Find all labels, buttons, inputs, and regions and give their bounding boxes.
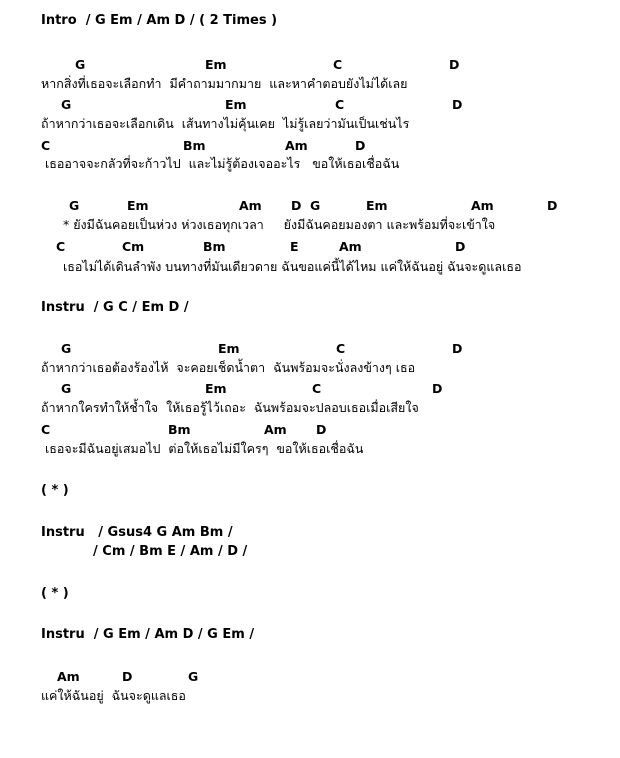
chord: Em (218, 341, 240, 356)
chorus-chord-line-1 (0, 197, 620, 215)
outro-lyric-line: แค่ให้ฉันอยู่ ฉันจะดูแลเธอ (41, 688, 186, 703)
chord: Em (127, 198, 149, 213)
instru-line-1: Instru / G C / Em D / (41, 300, 189, 315)
chord: Am (285, 138, 308, 153)
chord: G (61, 97, 72, 112)
chord: C (335, 97, 345, 112)
verse2-lyric-line-1: ถ้าหากว่าเธอต้องร้องไห้ จะคอยเช็ดน้ำตา ฉันพร้อมจะนั่งลงข้างๆ เธอ (41, 360, 416, 375)
verse1-chord-line-3 (0, 137, 620, 155)
instru-line-3: Instru / G Em / Am D / G Em / (41, 627, 255, 642)
chord: Em (205, 381, 227, 396)
intro-line: Intro / G Em / Am D / ( 2 Times ) (41, 13, 278, 28)
chord: E (290, 239, 299, 254)
chord: Am (471, 198, 494, 213)
chord: G (61, 341, 72, 356)
chorus-chord-line-2 (0, 238, 620, 256)
chord: Am (264, 422, 287, 437)
chord: C (56, 239, 66, 254)
verse2-lyric-line-2: ถ้าหากใครทำให้ช้ำใจ ให้เธอรู้ไว้เถอะ ฉันพร้อมจะปลอบเธอเมื่อเสียใจ (41, 400, 419, 415)
chord: G (61, 381, 72, 396)
chord: Am (57, 669, 80, 684)
chord: G (69, 198, 80, 213)
chord: C (333, 57, 343, 72)
chord: D (316, 422, 327, 437)
chord: D (355, 138, 366, 153)
chord: D (291, 198, 302, 213)
chord: D (452, 97, 463, 112)
chord: D (449, 57, 460, 72)
chord: Cm (122, 239, 145, 254)
chord: Am (239, 198, 262, 213)
instru-line-2a: Instru / Gsus4 G Am Bm / (41, 525, 233, 540)
verse1-lyric-line-2: ถ้าหากว่าเธอจะเลือกเดิน เส้นทางไม่คุ้นเคย ไม่รู้เลยว่ามันเป็นเช่นไร (41, 116, 410, 131)
chord: G (310, 198, 321, 213)
chord: D (432, 381, 443, 396)
chord: Bm (203, 239, 226, 254)
instru-line-2b: / Cm / Bm E / Am / D / (93, 544, 248, 559)
chord: Em (205, 57, 227, 72)
chord: Em (225, 97, 247, 112)
chord: D (122, 669, 133, 684)
chord: Bm (168, 422, 191, 437)
chord: Em (366, 198, 388, 213)
chord: D (452, 341, 463, 356)
chord: C (336, 341, 346, 356)
verse1-chord-line-2 (0, 96, 620, 114)
chord: C (312, 381, 322, 396)
chord: G (188, 669, 199, 684)
chorus-lyric-line-2: เธอไม่ได้เดินลำพัง บนทางที่มันเดียวดาย ฉันขอแค่นี้ได้ไหม แค่ให้ฉันอยู่ ฉันจะดูแลเธอ (63, 259, 522, 274)
chorus-lyric-line-1: * ยังมีฉันคอยเป็นห่วง ห่วงเธอทุกเวลา ยังมีฉันคอยมองตา และพร้อมที่จะเข้าใจ (63, 217, 496, 232)
chorus-repeat-2: ( * ) (41, 586, 69, 601)
verse2-chord-line-1 (0, 340, 620, 358)
verse1-lyric-line-1: หากสิ่งที่เธอจะเลือกทำ มีคำถามมากมาย และหาคำตอบยังไม่ได้เลย (41, 76, 408, 91)
chord: G (75, 57, 86, 72)
chord: Am (339, 239, 362, 254)
chorus-repeat-1: ( * ) (41, 483, 69, 498)
verse2-chord-line-3 (0, 421, 620, 439)
chord: Bm (183, 138, 206, 153)
outro-chord-line (0, 668, 620, 686)
chord: D (455, 239, 466, 254)
verse1-lyric-line-3: เธออาจจะกลัวที่จะก้าวไป และไม่รู้ต้องเจออะไร ขอให้เธอเชื่อฉัน (41, 156, 400, 171)
chord: C (41, 422, 51, 437)
verse2-chord-line-2 (0, 380, 620, 398)
chord: C (41, 138, 51, 153)
verse2-lyric-line-3: เธอจะมีฉันอยู่เสมอไป ต่อให้เธอไม่มีใครๆ ขอให้เธอเชื่อฉัน (41, 441, 364, 456)
chord: D (547, 198, 558, 213)
verse1-chord-line-1 (0, 56, 620, 74)
